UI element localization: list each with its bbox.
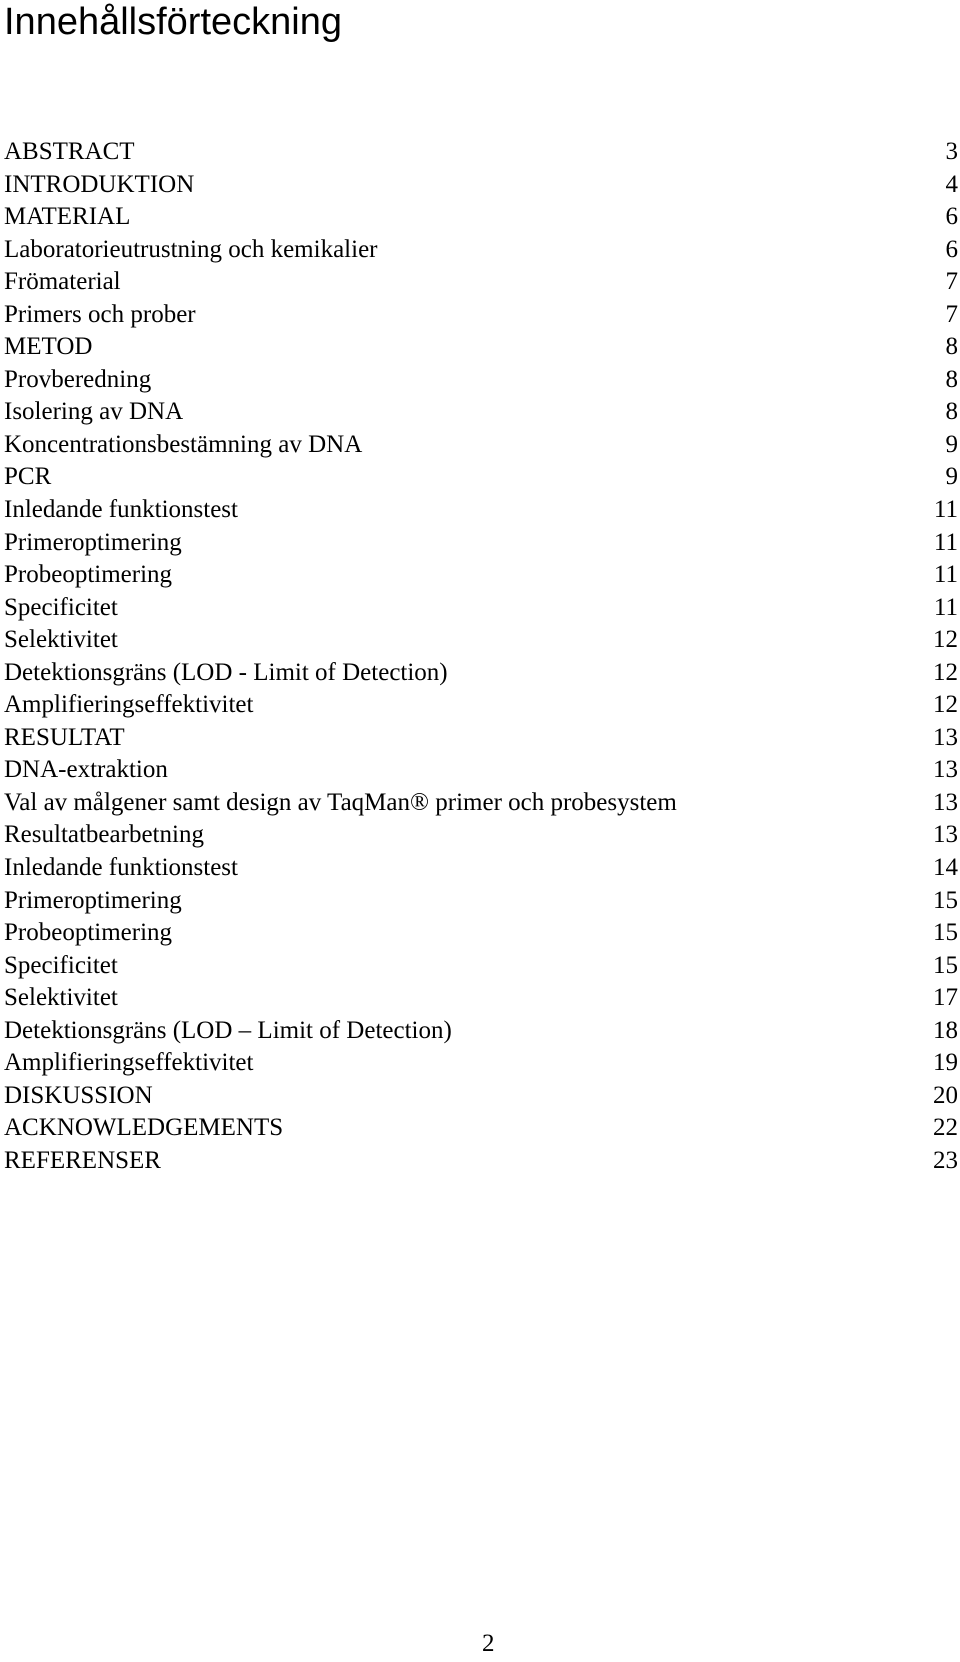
toc-entry-label: Detektionsgräns (LOD - Limit of Detection) bbox=[4, 658, 448, 686]
toc-entry-label: Probeoptimering bbox=[4, 919, 173, 947]
toc-entry-metod[interactable] bbox=[4, 331, 958, 364]
page-title: Innehållsförteckning bbox=[4, 1, 342, 43]
toc-entry-amplifieringseffektivitet[interactable] bbox=[4, 1047, 958, 1080]
toc-entry-page: 15 bbox=[933, 919, 958, 947]
toc-entry-page: 11 bbox=[933, 528, 958, 556]
toc-entry-label: Specificitet bbox=[4, 593, 118, 621]
toc-entry-label: Primeroptimering bbox=[4, 886, 182, 914]
toc-entry-page: 11 bbox=[933, 561, 958, 589]
toc-entry-label: Detektionsgräns (LOD – Limit of Detection) bbox=[4, 1016, 452, 1044]
toc-entry-label: DISKUSSION bbox=[4, 1081, 153, 1109]
toc-entry-label: DNA-extraktion bbox=[4, 756, 168, 784]
toc-entry-label: Val av målgener samt design av TaqMan® primer och probesystem bbox=[4, 788, 677, 816]
toc-entry-referenser[interactable] bbox=[4, 1145, 958, 1178]
toc-entry-page: 11 bbox=[933, 593, 958, 621]
toc-entry-primers-och-prober[interactable] bbox=[4, 299, 958, 332]
toc-entry-acknowledgements[interactable] bbox=[4, 1112, 958, 1145]
toc-entry-page: 18 bbox=[933, 1016, 958, 1044]
toc-entry-page: 15 bbox=[933, 886, 958, 914]
toc-entry-laboratorieutrustning[interactable] bbox=[4, 234, 958, 267]
toc-entry-resultat[interactable] bbox=[4, 722, 958, 755]
toc-entry-fromaterial[interactable] bbox=[4, 266, 958, 299]
toc-entry-label: Probeoptimering bbox=[4, 561, 173, 589]
toc-entry-label: Laboratorieutrustning och kemikalier bbox=[4, 235, 378, 263]
toc-entry-label: RESULTAT bbox=[4, 723, 125, 751]
toc-entry-page: 14 bbox=[933, 854, 958, 882]
toc-entry-pcr[interactable] bbox=[4, 461, 958, 494]
toc-entry-page: 20 bbox=[933, 1081, 958, 1109]
toc-entry-introduktion[interactable] bbox=[4, 169, 958, 202]
toc-entry-page: 23 bbox=[933, 1146, 958, 1174]
toc-entry-dna-extraktion[interactable] bbox=[4, 754, 958, 787]
toc-entry-page: 12 bbox=[933, 691, 958, 719]
toc-entry-page: 6 bbox=[945, 235, 958, 263]
toc-entry-label: REFERENSER bbox=[4, 1146, 161, 1174]
toc-entry-label: Amplifieringseffektivitet bbox=[4, 691, 254, 719]
toc-entry-primeroptimering[interactable] bbox=[4, 527, 958, 560]
toc-entry-page: 8 bbox=[945, 398, 958, 426]
toc-entry-page: 8 bbox=[945, 333, 958, 361]
toc-entry-label: Specificitet bbox=[4, 951, 118, 979]
toc-entry-page: 9 bbox=[945, 463, 958, 491]
toc-entry-page: 22 bbox=[933, 1114, 958, 1142]
toc-entry-label: ABSTRACT bbox=[4, 138, 135, 165]
toc-entry-abstract[interactable] bbox=[4, 136, 958, 169]
toc-entry-inledande-funktionstest[interactable] bbox=[4, 852, 958, 885]
page-number: 2 bbox=[482, 1630, 495, 1657]
toc-entry-page: 8 bbox=[945, 365, 958, 393]
toc-entry-provberedning[interactable] bbox=[4, 364, 958, 397]
toc-entry-material[interactable] bbox=[4, 201, 958, 234]
toc-entry-resultatbearbetning[interactable] bbox=[4, 819, 958, 852]
toc-entry-label: Selektivitet bbox=[4, 984, 118, 1012]
toc-entry-primeroptimering[interactable] bbox=[4, 885, 958, 918]
toc-entry-page: 12 bbox=[933, 626, 958, 654]
toc-entry-label: Resultatbearbetning bbox=[4, 821, 204, 849]
toc-entry-specificitet[interactable] bbox=[4, 592, 958, 625]
toc-entry-page: 7 bbox=[945, 300, 958, 328]
toc-entry-diskussion[interactable] bbox=[4, 1080, 958, 1113]
toc-entry-label: PCR bbox=[4, 463, 52, 491]
toc-entry-label: Inledande funktionstest bbox=[4, 854, 238, 882]
toc-entry-page: 6 bbox=[945, 203, 958, 231]
toc-entry-koncentrationsbestamning[interactable] bbox=[4, 429, 958, 462]
toc-entry-page: 17 bbox=[933, 984, 958, 1012]
toc-entry-page: 13 bbox=[933, 821, 958, 849]
toc-entry-probeoptimering[interactable] bbox=[4, 559, 958, 592]
toc-entry-page: 13 bbox=[933, 756, 958, 784]
toc-entry-page: 7 bbox=[945, 268, 958, 296]
toc-entry-detektionsgrans[interactable] bbox=[4, 657, 958, 690]
toc-entry-label: MATERIAL bbox=[4, 203, 131, 231]
toc-entry-selektivitet[interactable] bbox=[4, 982, 958, 1015]
toc-entry-page: 15 bbox=[933, 951, 958, 979]
toc-entry-probeoptimering[interactable] bbox=[4, 917, 958, 950]
toc-entry-label: Koncentrationsbestämning av DNA bbox=[4, 430, 363, 458]
toc-entry-label: Primeroptimering bbox=[4, 528, 182, 556]
toc-entry-page: 13 bbox=[933, 788, 958, 816]
toc-entry-specificitet[interactable] bbox=[4, 950, 958, 983]
toc-entry-label: INTRODUKTION bbox=[4, 170, 195, 198]
table-of-contents bbox=[4, 136, 958, 1178]
toc-entry-page: 11 bbox=[933, 496, 958, 524]
toc-entry-page: 9 bbox=[945, 430, 958, 458]
toc-entry-page: 12 bbox=[933, 658, 958, 686]
toc-entry-amplifieringseffektivitet[interactable] bbox=[4, 689, 958, 722]
toc-entry-page: 13 bbox=[933, 723, 958, 751]
toc-entry-val-av-malgener[interactable] bbox=[4, 787, 958, 820]
toc-entry-label: METOD bbox=[4, 333, 93, 361]
toc-entry-label: Primers och prober bbox=[4, 300, 196, 328]
toc-entry-label: Provberedning bbox=[4, 365, 152, 393]
toc-entry-label: Selektivitet bbox=[4, 626, 118, 654]
toc-entry-label: Amplifieringseffektivitet bbox=[4, 1049, 254, 1077]
toc-entry-label: Frömaterial bbox=[4, 268, 121, 296]
toc-entry-label: Isolering av DNA bbox=[4, 398, 184, 426]
toc-entry-label: ACKNOWLEDGEMENTS bbox=[4, 1114, 284, 1142]
toc-entry-detektionsgrans[interactable] bbox=[4, 1015, 958, 1048]
toc-entry-page: 19 bbox=[933, 1049, 958, 1077]
toc-entry-label: Inledande funktionstest bbox=[4, 496, 238, 524]
toc-entry-page: 4 bbox=[945, 170, 958, 198]
toc-entry-page: 3 bbox=[945, 138, 958, 165]
toc-entry-inledande-funktionstest[interactable] bbox=[4, 494, 958, 527]
toc-entry-selektivitet[interactable] bbox=[4, 624, 958, 657]
toc-entry-isolering-av-dna[interactable] bbox=[4, 396, 958, 429]
